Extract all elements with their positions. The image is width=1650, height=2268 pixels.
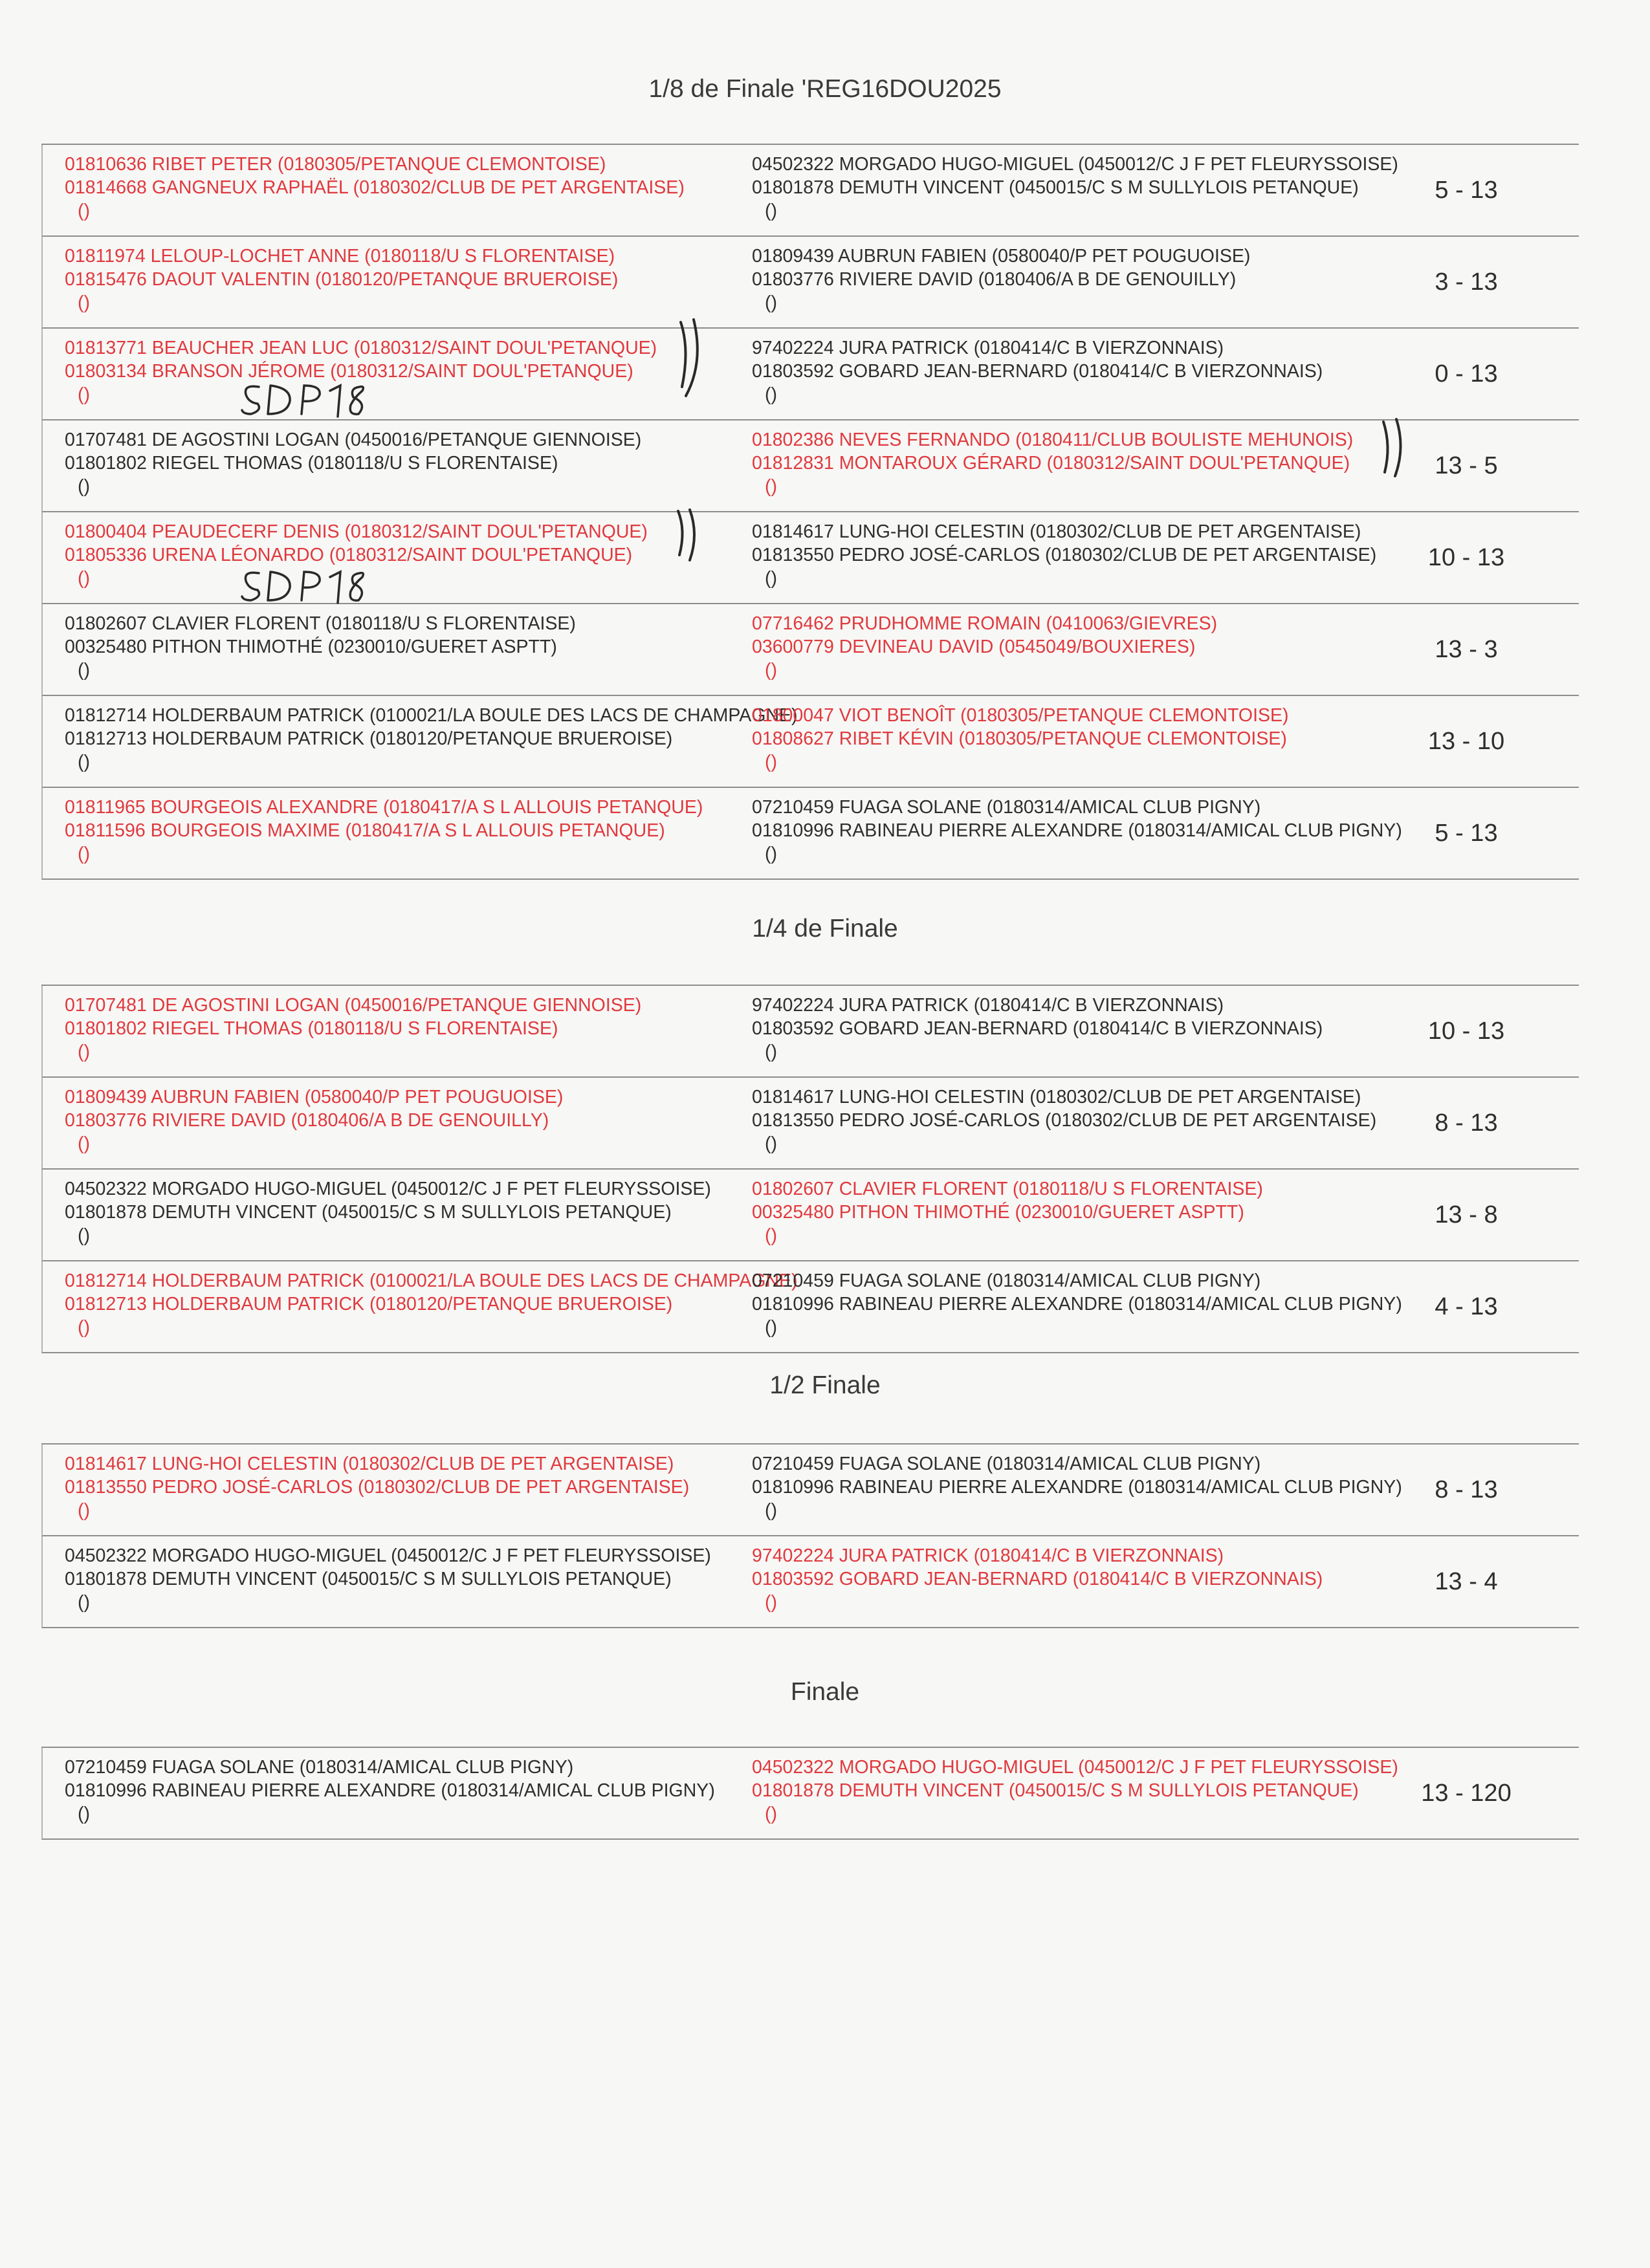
left-team	[65, 1452, 689, 1522]
team-note: ()	[78, 292, 90, 313]
player-entry: 04502322 MORGADO HUGO-MIGUEL (0450012/C J F PET FLEURYSSOISE)	[65, 1545, 711, 1566]
match-row	[41, 1261, 1579, 1353]
match-row	[41, 1170, 1579, 1261]
player-entry: 01810996 RABINEAU PIERRE ALEXANDRE (0180314/AMICAL CLUB PIGNY)	[752, 1477, 1402, 1498]
right-team	[752, 1756, 1398, 1826]
right-team	[752, 245, 1250, 314]
player-entry: 01813550 PEDRO JOSÉ-CARLOS (0180302/CLUB DE PET ARGENTAISE)	[752, 1110, 1377, 1131]
player-entry: 01813550 PEDRO JOSÉ-CARLOS (0180302/CLUB DE PET ARGENTAISE)	[65, 1477, 690, 1498]
round-table	[41, 144, 1579, 880]
team-note: ()	[765, 752, 777, 772]
team-note: ()	[765, 1133, 777, 1154]
right-team	[752, 796, 1402, 866]
player-entry: 01803592 GOBARD JEAN-BERNARD (0180414/C B VIERZONNAIS)	[752, 361, 1323, 382]
match-row	[41, 1536, 1579, 1628]
team-note: ()	[765, 568, 777, 589]
player-entry: 01812714 HOLDERBAUM PATRICK (0100021/LA BOULE DES LACS DE CHAMPAGNE)	[65, 1270, 798, 1291]
player-entry: 01808627 RIBET KÉVIN (0180305/PETANQUE CLEMONTOISE)	[752, 728, 1287, 749]
right-team	[752, 153, 1398, 223]
match-row	[41, 1078, 1579, 1170]
player-entry: 01801802 RIEGEL THOMAS (0180118/U S FLORENTAISE)	[65, 1018, 558, 1039]
left-team	[65, 796, 703, 866]
round-heading: 1/2 Finale	[769, 1371, 881, 1399]
player-entry: 01801802 RIEGEL THOMAS (0180118/U S FLORENTAISE)	[65, 453, 558, 474]
match-row	[41, 1445, 1579, 1536]
team-note: ()	[78, 844, 90, 864]
player-entry: 01814668 GANGNEUX RAPHAËL (0180302/CLUB DE PET ARGENTAISE)	[65, 177, 685, 198]
player-entry: 01802607 CLAVIER FLORENT (0180118/U S FLORENTAISE)	[752, 1179, 1263, 1199]
player-entry: 07210459 FUAGA SOLANE (0180314/AMICAL CLUB PIGNY)	[752, 797, 1261, 818]
player-entry: 01803776 RIVIERE DAVID (0180406/A B DE GENOUILLY)	[752, 269, 1237, 290]
match-score: 0 - 13	[1435, 360, 1498, 387]
player-entry: 01800404 PEAUDECERF DENIS (0180312/SAINT DOUL'PETANQUE)	[65, 521, 648, 542]
player-entry: 01813550 PEDRO JOSÉ-CARLOS (0180302/CLUB DE PET ARGENTAISE)	[752, 545, 1377, 565]
player-entry: 01801878 DEMUTH VINCENT (0450015/C S M SULLYLOIS PETANQUE)	[65, 1569, 672, 1589]
player-entry: 01802386 NEVES FERNANDO (0180411/CLUB BOULISTE MEHUNOIS)	[752, 430, 1354, 450]
player-entry: 01810996 RABINEAU PIERRE ALEXANDRE (0180314/AMICAL CLUB PIGNY)	[752, 1294, 1402, 1314]
match-score: 8 - 13	[1435, 1109, 1498, 1137]
player-entry: 00325480 PITHON THIMOTHÉ (0230010/GUERET ASPTT)	[65, 637, 557, 657]
player-entry: 01811596 BOURGEOIS MAXIME (0180417/A S L ALLOUIS PETANQUE)	[65, 820, 665, 841]
team-note: ()	[78, 1500, 90, 1521]
right-team	[752, 994, 1323, 1063]
right-team	[752, 336, 1323, 406]
player-entry: 01803592 GOBARD JEAN-BERNARD (0180414/C B VIERZONNAIS)	[752, 1018, 1323, 1039]
player-entry: 07210459 FUAGA SOLANE (0180314/AMICAL CLUB PIGNY)	[752, 1270, 1261, 1291]
player-entry: 01814617 LUNG-HOI CELESTIN (0180302/CLUB DE PET ARGENTAISE)	[752, 521, 1361, 542]
right-team	[752, 1269, 1402, 1339]
player-entry: 97402224 JURA PATRICK (0180414/C B VIERZONNAIS)	[752, 1545, 1224, 1566]
round-heading: 1/4 de Finale	[752, 915, 898, 943]
match-score: 13 - 10	[1427, 728, 1505, 755]
player-entry: 01801878 DEMUTH VINCENT (0450015/C S M SULLYLOIS PETANQUE)	[752, 1780, 1359, 1801]
player-entry: 04502322 MORGADO HUGO-MIGUEL (0450012/C J F PET FLEURYSSOISE)	[65, 1179, 711, 1199]
right-team	[752, 520, 1376, 590]
round-table	[41, 1747, 1579, 1840]
left-team	[65, 1269, 798, 1339]
round-heading: Finale	[790, 1678, 860, 1706]
team-note: ()	[765, 1041, 777, 1062]
team-note: ()	[78, 1225, 90, 1246]
match-score: 13 - 3	[1435, 636, 1498, 663]
team-note: ()	[765, 1225, 777, 1246]
team-note: ()	[765, 660, 777, 681]
player-entry: 01812714 HOLDERBAUM PATRICK (0100021/LA BOULE DES LACS DE CHAMPAGNE)	[65, 705, 798, 726]
left-team	[65, 1756, 715, 1826]
match-score: 4 - 13	[1435, 1293, 1498, 1320]
team-note: ()	[78, 384, 90, 405]
team-note: ()	[78, 201, 90, 221]
round-heading: 1/8 de Finale 'REG16DOU2025	[648, 75, 1002, 103]
match-row	[41, 604, 1579, 696]
match-row	[41, 420, 1579, 512]
player-entry: 01810996 RABINEAU PIERRE ALEXANDRE (0180314/AMICAL CLUB PIGNY)	[65, 1780, 715, 1801]
player-entry: 01802607 CLAVIER FLORENT (0180118/U S FLORENTAISE)	[65, 613, 576, 634]
left-team	[65, 994, 641, 1063]
round-table	[41, 1443, 1579, 1628]
match-row	[41, 1748, 1579, 1840]
player-entry: 01809439 AUBRUN FABIEN (0580040/P PET POUGUOISE)	[65, 1087, 564, 1107]
player-entry: 01814617 LUNG-HOI CELESTIN (0180302/CLUB DE PET ARGENTAISE)	[65, 1454, 674, 1474]
match-score: 13 - 8	[1435, 1201, 1498, 1228]
match-score: 13 - 5	[1435, 452, 1498, 479]
player-entry: 07210459 FUAGA SOLANE (0180314/AMICAL CLUB PIGNY)	[65, 1757, 574, 1778]
team-note: ()	[765, 1317, 777, 1338]
player-entry: 01811974 LELOUP-LOCHET ANNE (0180118/U S FLORENTAISE)	[65, 246, 615, 267]
player-entry: 01707481 DE AGOSTINI LOGAN (0450016/PETANQUE GIENNOISE)	[65, 430, 642, 450]
team-note: ()	[765, 1500, 777, 1521]
team-note: ()	[765, 201, 777, 221]
round-table	[41, 985, 1579, 1353]
right-team	[752, 704, 1289, 774]
match-row	[41, 512, 1579, 604]
left-team	[65, 612, 576, 682]
left-team	[65, 245, 618, 314]
right-team	[752, 1452, 1402, 1522]
team-note: ()	[765, 1592, 777, 1613]
team-note: ()	[78, 660, 90, 681]
left-team	[65, 336, 657, 406]
player-entry: 01805336 URENA LÉONARDO (0180312/SAINT DOUL'PETANQUE)	[65, 545, 633, 565]
player-entry: 01810636 RIBET PETER (0180305/PETANQUE CLEMONTOISE)	[65, 154, 606, 175]
team-note: ()	[765, 844, 777, 864]
team-note: ()	[765, 292, 777, 313]
team-note: ()	[78, 1041, 90, 1062]
player-entry: 01812831 MONTAROUX GÉRARD (0180312/SAINT DOUL'PETANQUE)	[752, 453, 1350, 474]
left-team	[65, 1085, 563, 1155]
player-entry: 97402224 JURA PATRICK (0180414/C B VIERZONNAIS)	[752, 995, 1224, 1016]
player-entry: 01812713 HOLDERBAUM PATRICK (0180120/PETANQUE BRUEROISE)	[65, 1294, 673, 1314]
player-entry: 01800047 VIOT BENOÎT (0180305/PETANQUE CLEMONTOISE)	[752, 705, 1289, 726]
match-row	[41, 329, 1579, 420]
player-entry: 01814617 LUNG-HOI CELESTIN (0180302/CLUB DE PET ARGENTAISE)	[752, 1087, 1361, 1107]
player-entry: 03600779 DEVINEAU DAVID (0545049/BOUXIERES)	[752, 637, 1196, 657]
match-score: 5 - 13	[1435, 820, 1498, 847]
player-entry: 01803134 BRANSON JÉROME (0180312/SAINT DOUL'PETANQUE)	[65, 361, 633, 382]
team-note: ()	[78, 476, 90, 497]
team-note: ()	[78, 568, 90, 589]
match-score: 10 - 13	[1427, 544, 1505, 571]
right-team	[752, 1544, 1323, 1614]
team-note: ()	[765, 384, 777, 405]
player-entry: 01707481 DE AGOSTINI LOGAN (0450016/PETANQUE GIENNOISE)	[65, 995, 642, 1016]
player-entry: 00325480 PITHON THIMOTHÉ (0230010/GUERET ASPTT)	[752, 1202, 1244, 1223]
team-note: ()	[78, 1133, 90, 1154]
team-note: ()	[765, 1804, 777, 1824]
player-entry: 01801878 DEMUTH VINCENT (0450015/C S M SULLYLOIS PETANQUE)	[65, 1202, 672, 1223]
player-entry: 01803592 GOBARD JEAN-BERNARD (0180414/C B VIERZONNAIS)	[752, 1569, 1323, 1589]
match-score: 8 - 13	[1435, 1476, 1498, 1503]
player-entry: 01815476 DAOUT VALENTIN (0180120/PETANQUE BRUEROISE)	[65, 269, 619, 290]
left-team	[65, 1177, 711, 1247]
left-team	[65, 704, 798, 774]
team-note: ()	[78, 1592, 90, 1613]
player-entry: 04502322 MORGADO HUGO-MIGUEL (0450012/C J F PET FLEURYSSOISE)	[752, 154, 1398, 175]
player-entry: 07716462 PRUDHOMME ROMAIN (0410063/GIEVRES)	[752, 613, 1218, 634]
player-entry: 07210459 FUAGA SOLANE (0180314/AMICAL CLUB PIGNY)	[752, 1454, 1261, 1474]
player-entry: 01811965 BOURGEOIS ALEXANDRE (0180417/A S L ALLOUIS PETANQUE)	[65, 797, 703, 818]
match-score: 10 - 13	[1427, 1018, 1505, 1045]
match-score: 3 - 13	[1435, 268, 1498, 296]
player-entry: 97402224 JURA PATRICK (0180414/C B VIERZONNAIS)	[752, 338, 1224, 358]
team-note: ()	[78, 752, 90, 772]
team-note: ()	[765, 476, 777, 497]
player-entry: 01801878 DEMUTH VINCENT (0450015/C S M SULLYLOIS PETANQUE)	[752, 177, 1359, 198]
player-entry: 01809439 AUBRUN FABIEN (0580040/P PET POUGUOISE)	[752, 246, 1251, 267]
match-row	[41, 237, 1579, 329]
player-entry: 04502322 MORGADO HUGO-MIGUEL (0450012/C J F PET FLEURYSSOISE)	[752, 1757, 1398, 1778]
left-team	[65, 520, 648, 590]
player-entry: 01803776 RIVIERE DAVID (0180406/A B DE GENOUILLY)	[65, 1110, 549, 1131]
right-team	[752, 1085, 1376, 1155]
match-row	[41, 788, 1579, 880]
player-entry: 01813771 BEAUCHER JEAN LUC (0180312/SAINT DOUL'PETANQUE)	[65, 338, 657, 358]
left-team	[65, 428, 641, 498]
team-note: ()	[78, 1804, 90, 1824]
left-team	[65, 153, 685, 223]
left-team	[65, 1544, 711, 1614]
match-row	[41, 696, 1579, 788]
right-team	[752, 612, 1217, 682]
team-note: ()	[78, 1317, 90, 1338]
right-team	[752, 1177, 1263, 1247]
player-entry: 01812713 HOLDERBAUM PATRICK (0180120/PETANQUE BRUEROISE)	[65, 728, 673, 749]
match-row	[41, 145, 1579, 237]
match-score: 5 - 13	[1435, 177, 1498, 204]
match-score: 13 - 4	[1435, 1568, 1498, 1595]
match-score: 13 - 120	[1421, 1780, 1512, 1807]
match-row	[41, 986, 1579, 1078]
player-entry: 01810996 RABINEAU PIERRE ALEXANDRE (0180314/AMICAL CLUB PIGNY)	[752, 820, 1402, 841]
right-team	[752, 428, 1353, 498]
